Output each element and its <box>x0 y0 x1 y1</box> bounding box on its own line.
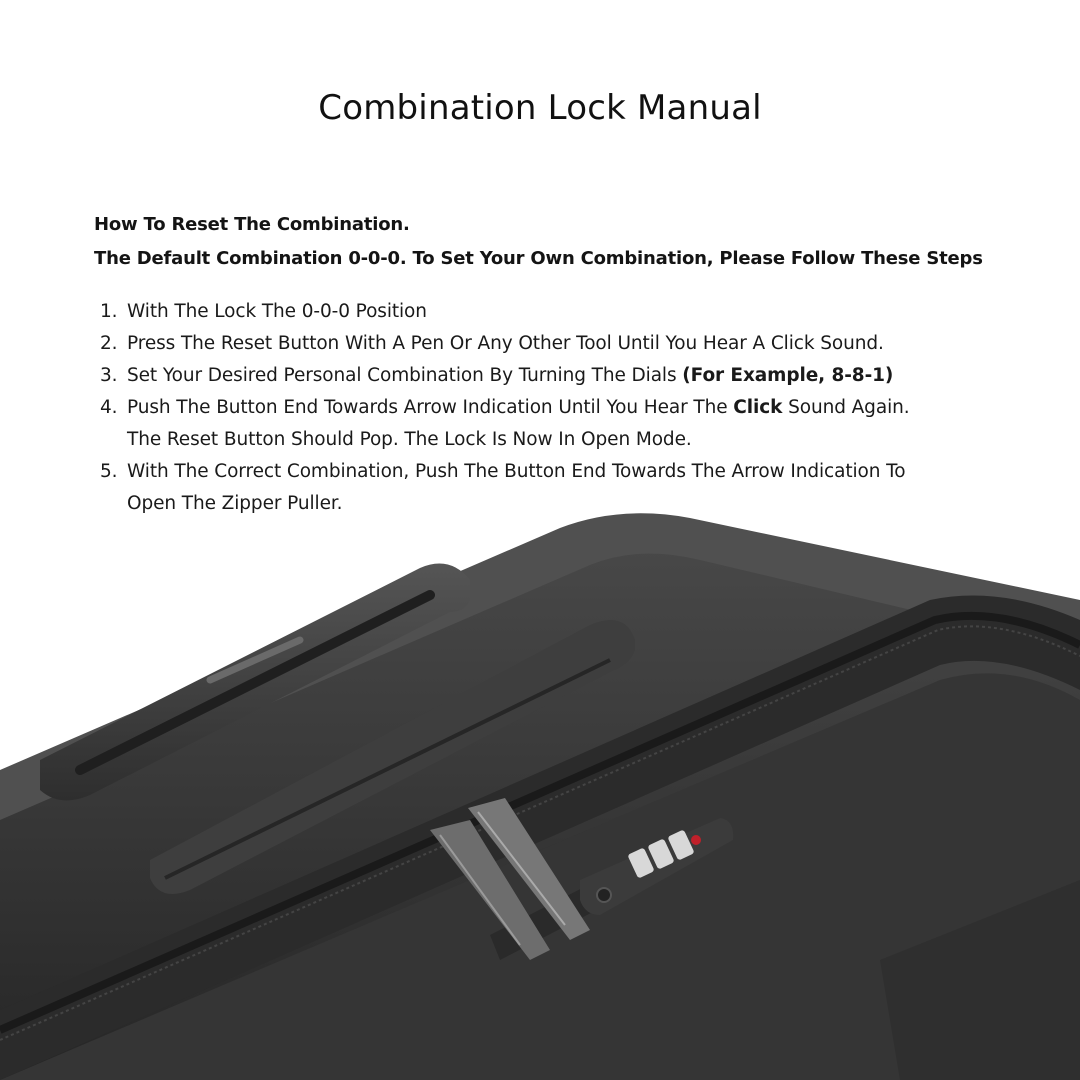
suitcase-photo <box>0 500 1080 1080</box>
step-4: 4. Push The Button End Towards Arrow Indication Until You Hear The Click Sound Again. The Reset Button Should Pop. The Lock Is Now In Open Mode. <box>100 397 910 450</box>
steps-list <box>100 296 1000 520</box>
reset-heading-line-2: The Default Combination 0-0-0. To Set Your Own Combination, Please Follow These Steps <box>94 248 983 269</box>
lock-indicator-icon <box>691 835 701 845</box>
step-1: 1. With The Lock The 0-0-0 Position <box>100 301 427 322</box>
step-4-click: Click <box>733 397 783 418</box>
page-title: Combination Lock Manual <box>318 88 762 128</box>
step-3-example: (For Example, 8-8-1) <box>682 365 894 386</box>
step-3: 3. Set Your Desired Personal Combination By Turning The Dials (For Example, 8-8-1) <box>100 365 894 386</box>
step-2: 2. Press The Reset Button With A Pen Or Any Other Tool Until You Hear A Click Sound. <box>100 333 884 354</box>
reset-heading-line-1: How To Reset The Combination. <box>94 214 410 235</box>
step-5: 5. With The Correct Combination, Push The Button End Towards The Arrow Indication To Open The Zipper Puller. <box>100 461 906 514</box>
reset-heading <box>94 208 1054 276</box>
